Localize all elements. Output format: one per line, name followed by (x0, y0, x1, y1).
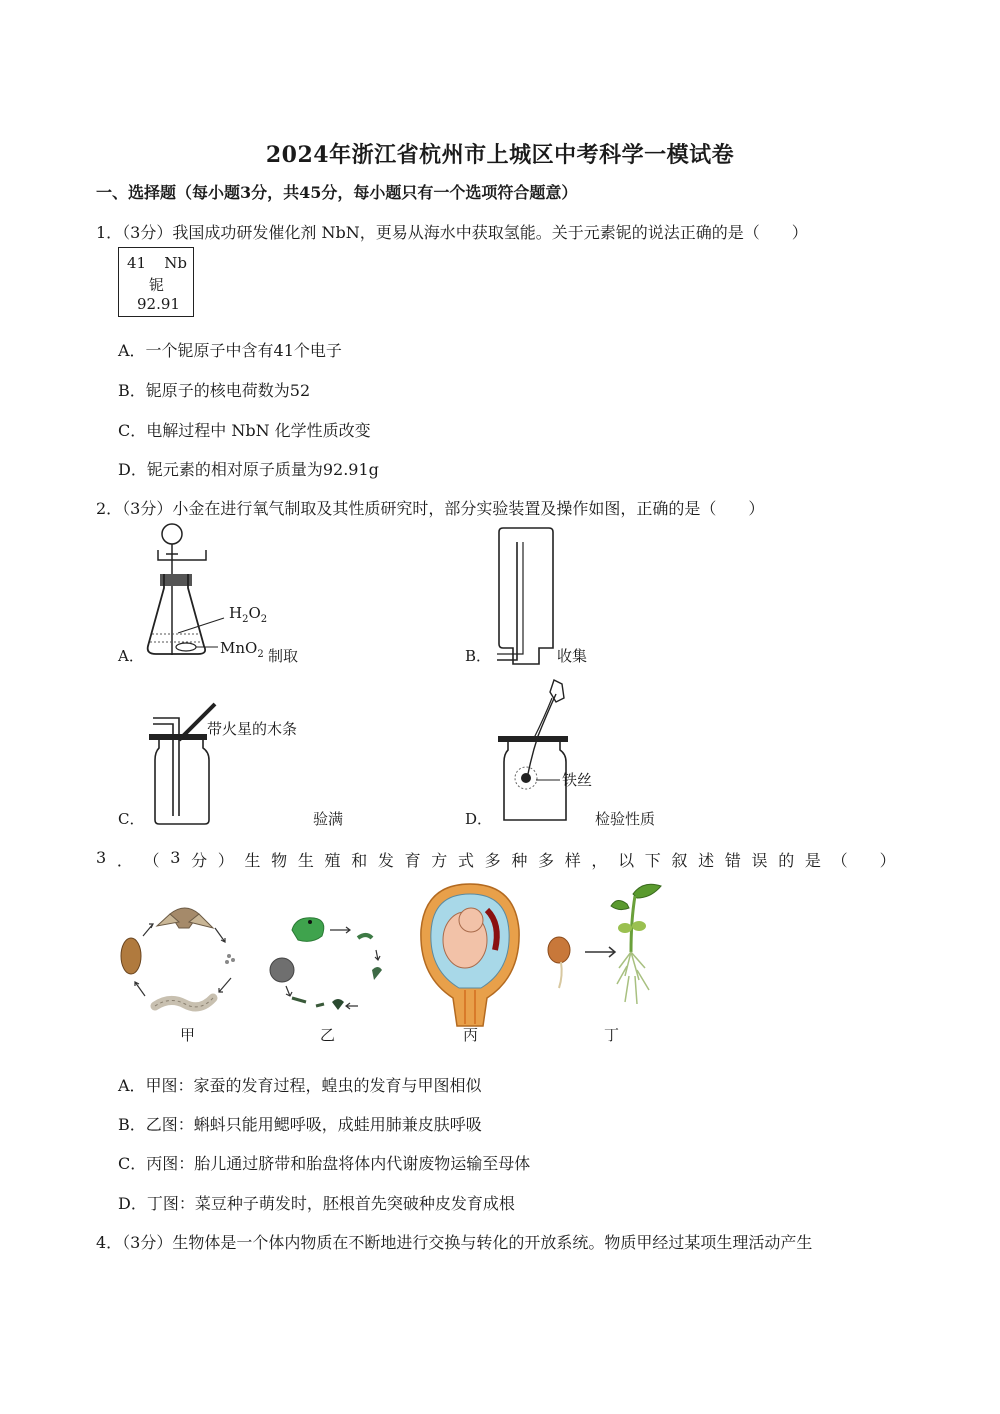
q3-stem-char: 3 (96, 848, 107, 867)
question-3-stem (96, 848, 896, 871)
q3-stem-char: 多 (538, 851, 555, 870)
q3-option-d: D．丁图：菜豆种子萌发时，胚根首先突破种皮发育成根 (118, 1194, 515, 1213)
q3-stem-char: 物 (271, 851, 288, 870)
q2-option-d-letter: D． (465, 810, 493, 828)
question-4-stem: 4．（3分）生物体是一个体内物质在不断地进行交换与转化的开放系统。物质甲经过某项生理活动产生 (96, 1233, 813, 1252)
q3-stem-char: 的 (778, 851, 795, 870)
q3-stem-char: 多 (484, 851, 501, 870)
q3-stem-char: 和 (351, 851, 368, 870)
atomic-mass: 92.91 (137, 295, 180, 313)
q2-option-a-caption: 制取 (268, 647, 299, 665)
question-2-stem: 2．（3分）小金在进行氧气制取及其性质研究时，部分实验装置及操作如图，正确的是（ ） (96, 499, 765, 518)
figure-label-bing: 丙 (463, 1026, 479, 1044)
q3-stem-char: 发 (377, 851, 394, 870)
element-tile-niobium (118, 247, 194, 317)
q3-stem-char: 样 (564, 851, 581, 870)
iron-wire-combustion-icon (498, 676, 578, 826)
figure-label-ding: 丁 (604, 1026, 620, 1044)
q2-option-b-caption: 收集 (557, 647, 588, 665)
reagent-mno2-label: MnO$_2$ (220, 639, 264, 660)
q2-option-b-letter: B． (465, 647, 492, 665)
q3-stem-char: ， (591, 851, 608, 870)
q3-stem-char: 种 (511, 851, 528, 870)
collection-bottle-icon (495, 524, 565, 664)
q1-option-d: D．铌元素的相对原子质量为92.91g (118, 460, 379, 479)
q2-option-c-letter: C． (118, 810, 145, 828)
q3-stem-char: 育 (404, 851, 421, 870)
q3-stem-char: 以 (618, 851, 635, 870)
q3-stem-char: 述 (698, 851, 715, 870)
seed-germination-icon (545, 880, 675, 1010)
reagent-h2o2-label: $H_2O_2$ (229, 604, 268, 625)
q1-option-b: B．铌原子的核电荷数为52 (118, 381, 311, 400)
q2-option-c-caption: 验满 (313, 810, 344, 828)
element-symbol: Nb (164, 254, 187, 272)
q3-stem-char: 错 (724, 851, 741, 870)
question-1-stem: 1．（3分）我国成功研发催化剂 NbN，更易从海水中获取氢能。关于元素铌的说法正确的是（ ） (96, 223, 808, 242)
figure-label-yi: 乙 (320, 1026, 336, 1044)
figure-label-jia: 甲 (180, 1026, 196, 1044)
q3-option-b: B．乙图：蝌蚪只能用鳃呼吸，成蛙用肺兼皮肤呼吸 (118, 1115, 482, 1134)
q3-stem-char: 叙 (671, 851, 688, 870)
q1-option-c: C．电解过程中 NbN 化学性质改变 (118, 421, 371, 440)
q3-stem-char: 3 (170, 848, 181, 867)
q3-stem-char: 是 (804, 851, 821, 870)
atomic-number: 41 (127, 254, 147, 272)
q3-stem-char: 分 (191, 851, 208, 870)
q3-stem-char: ） (879, 851, 896, 870)
q3-stem-char: 方 (431, 851, 448, 870)
q3-stem-char: （ (831, 851, 848, 870)
glowing-splint-label: 带火星的木条 (207, 720, 298, 738)
q3-stem-char: 下 (644, 851, 661, 870)
page-title: 2024年浙江省杭州市上城区中考科学一模试卷 (265, 142, 735, 168)
q3-stem-char: ． (116, 851, 133, 870)
q3-stem-char: 式 (457, 851, 474, 870)
q3-option-a: A．甲图：家蚕的发育过程，蝗虫的发育与甲图相似 (118, 1076, 482, 1095)
q3-stem-char: 生 (244, 851, 261, 870)
q3-stem-char: ） (217, 851, 234, 870)
fetus-uterus-icon (415, 880, 525, 1030)
frog-lifecycle-icon (262, 910, 392, 1025)
q2-option-d-caption: 检验性质 (595, 810, 656, 828)
silkworm-lifecycle-icon (115, 898, 245, 1023)
q3-stem-char: 生 (297, 851, 314, 870)
q3-stem-char: 误 (751, 851, 768, 870)
q1-option-a: A．一个铌原子中含有41个电子 (118, 341, 342, 360)
q3-stem-char: （ (143, 851, 160, 870)
element-name: 铌 (149, 276, 165, 294)
q3-option-c: C．丙图：胎儿通过脐带和胎盘将体内代谢废物运输至母体 (118, 1154, 531, 1173)
section-heading: 一、选择题（每小题3分，共45分，每小题只有一个选项符合题意） (96, 183, 578, 202)
q2-option-a-letter: A． (118, 647, 144, 665)
q3-stem-char: 殖 (324, 851, 341, 870)
iron-wire-label: 铁丝 (562, 771, 593, 789)
